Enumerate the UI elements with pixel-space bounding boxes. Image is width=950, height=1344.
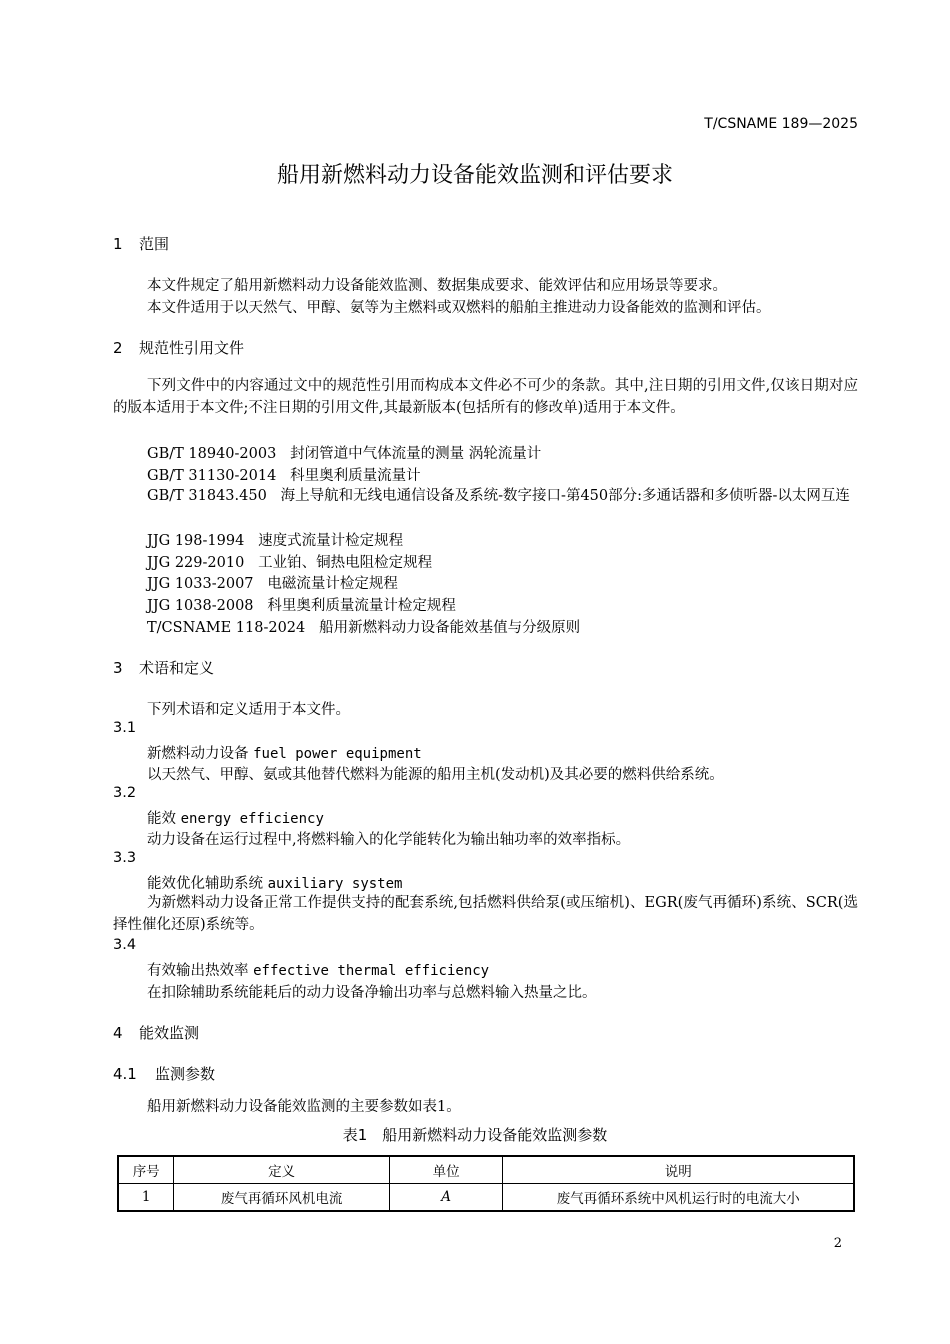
reference-code: GB/T 31130-2014	[147, 468, 277, 484]
section-2-heading	[113, 337, 244, 358]
header-cell: 说明	[503, 1156, 854, 1184]
reference-code: JJG 1033-2007	[147, 576, 254, 592]
reference-code: JJG 1038-2008	[147, 598, 254, 614]
term-zh: 能效优化辅助系统	[147, 876, 263, 892]
page-number: 2	[833, 1236, 842, 1251]
table-cell: 1	[118, 1184, 174, 1212]
paragraph: 下列文件中的内容通过文中的规范性引用而构成本文件必不可少的条款。其中,注日期的引用文件,仅该日期对应的版本适用于本文件;不注日期的引用文件,其最新版本(包括所有的修改单)适用于本文件。	[113, 378, 858, 416]
reference-code: GB/T 31843.450	[147, 488, 267, 504]
term-zh: 能效	[147, 811, 176, 827]
reference-name: 工业铂、铜热电阻检定规程	[258, 555, 433, 571]
reference-item	[147, 551, 432, 572]
term-number: 3.3	[113, 850, 137, 866]
reference-name: 海上导航和无线电通信设备及系统-数字接口-第450部分:多通话器和多侦听器-以太网互连	[280, 488, 850, 504]
parameters-table	[117, 1155, 855, 1212]
term-entry	[147, 872, 402, 893]
section-4-heading	[113, 1022, 199, 1043]
section-title: 术语和定义	[139, 659, 215, 677]
reference-item	[147, 464, 421, 485]
term-number: 3.1	[113, 720, 137, 736]
term-zh: 有效输出热效率	[147, 963, 249, 979]
subsection-title: 监测参数	[155, 1065, 216, 1083]
table-cell: 废气再循环系统中风机运行时的电流大小	[503, 1184, 854, 1212]
table-cell: 废气再循环风机电流	[174, 1184, 389, 1212]
term-definition: 以天然气、甲醇、氨或其他替代燃料为能源的船用主机(发动机)及其必要的燃料供给系统。	[147, 767, 724, 783]
reference-code: GB/T 18940-2003	[147, 446, 277, 462]
paragraph: 本文件规定了船用新燃料动力设备能效监测、数据集成要求、能效评估和应用场景等要求。	[147, 278, 727, 294]
reference-item	[147, 616, 580, 637]
paragraph: 船用新燃料动力设备能效监测的主要参数如表1。	[147, 1099, 461, 1115]
term-entry	[147, 807, 324, 828]
reference-code: JJG 229-2010	[147, 555, 245, 571]
term-number: 3.2	[113, 785, 137, 801]
term-number: 3.4	[113, 937, 137, 953]
section-title: 范围	[139, 235, 170, 253]
term-en: effective thermal efficiency	[253, 963, 490, 979]
term-entry	[147, 959, 489, 980]
term-en: auxiliary system	[267, 876, 403, 892]
section-1-heading	[113, 233, 169, 254]
term-zh: 新燃料动力设备	[147, 746, 249, 762]
reference-code: T/CSNAME 118-2024	[147, 620, 306, 636]
section-number: 3	[113, 659, 123, 677]
standard-number: T/CSNAME 189—2025	[704, 116, 858, 132]
section-number: 2	[113, 339, 123, 357]
term-en: energy efficiency	[180, 811, 324, 827]
reference-code: JJG 198-1994	[147, 533, 245, 549]
term-entry	[147, 742, 422, 763]
header-cell: 序号	[118, 1156, 174, 1184]
header-cell: 单位	[389, 1156, 503, 1184]
table-caption: 表1 船用新燃料动力设备能效监测参数	[342, 1126, 608, 1144]
reference-name: 科里奥利质量流量计检定规程	[267, 598, 456, 614]
reference-item	[147, 572, 398, 593]
table-header-row	[118, 1156, 854, 1184]
subsection-4-1-heading	[113, 1063, 215, 1084]
reference-name: 科里奥利质量流量计	[290, 468, 421, 484]
section-title: 能效监测	[139, 1024, 200, 1042]
reference-name: 电磁流量计检定规程	[267, 576, 398, 592]
paragraph: 下列术语和定义适用于本文件。	[147, 702, 350, 718]
document-title: 船用新燃料动力设备能效监测和评估要求	[276, 163, 673, 188]
section-3-heading	[113, 657, 214, 678]
reference-item	[147, 594, 456, 615]
header-cell: 定义	[174, 1156, 389, 1184]
section-number: 4	[113, 1024, 123, 1042]
reference-item	[147, 529, 403, 550]
table-row	[118, 1184, 854, 1212]
term-definition: 动力设备在运行过程中,将燃料输入的化学能转化为输出轴功率的效率指标。	[147, 832, 631, 848]
term-definition: 在扣除辅助系统能耗后的动力设备净输出功率与总燃料输入热量之比。	[147, 985, 597, 1001]
section-number: 1	[113, 235, 123, 253]
reference-item	[113, 485, 858, 507]
reference-name: 船用新燃料动力设备能效基值与分级原则	[319, 620, 581, 636]
section-title: 规范性引用文件	[139, 339, 245, 357]
term-definition: 为新燃料动力设备正常工作提供支持的配套系统,包括燃料供给泵(或压缩机)、EGR(废气再循环)系统、SCR(选择性催化还原)系统等。	[113, 895, 858, 933]
paragraph: 本文件适用于以天然气、甲醇、氨等为主燃料或双燃料的船舶主推进动力设备能效的监测和评估。	[147, 300, 771, 316]
reference-name: 封闭管道中气体流量的测量 涡轮流量计	[290, 446, 542, 462]
term-en: fuel power equipment	[253, 746, 422, 762]
subsection-number: 4.1	[113, 1065, 137, 1083]
reference-item	[147, 442, 541, 463]
table-cell: A	[389, 1184, 503, 1212]
reference-name: 速度式流量计检定规程	[258, 533, 404, 549]
